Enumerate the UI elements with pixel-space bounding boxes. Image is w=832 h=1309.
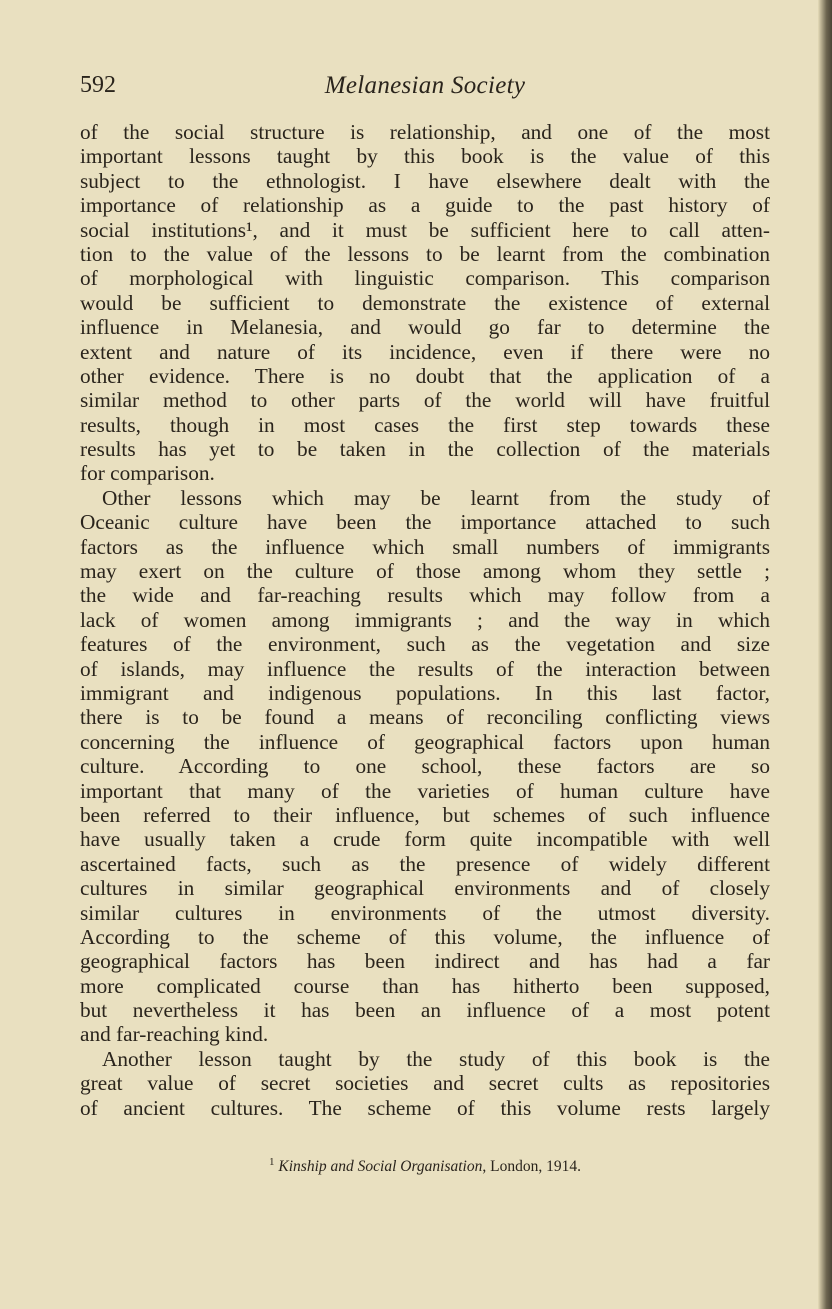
text-line: results has yet to be taken in the collection of the materials: [80, 437, 770, 462]
text-line: for comparison.: [80, 461, 215, 486]
text-line: of ancient cultures. The scheme of this volume rests largely: [80, 1095, 770, 1120]
text-line: importance of relationship as a guide to the past history of: [80, 193, 770, 218]
text-line: immigrant and indigenous populations. In this last factor,: [80, 680, 770, 705]
text-line: Other lessons which may be learnt from the study of: [102, 485, 770, 510]
text-line: been referred to their influence, but schemes of such influence: [80, 802, 770, 827]
text-line: important lessons taught by this book is the value of this: [80, 144, 770, 169]
text-line: features of the environment, such as the vegetation and size: [80, 632, 770, 657]
text-line: ascertained facts, such as the presence of widely different: [80, 851, 770, 876]
text-line: may exert on the culture of those among whom they settle ;: [80, 559, 770, 584]
text-line: of the social structure is relationship, and one of the most: [80, 120, 770, 144]
book-spine-shadow: [818, 0, 832, 1309]
text-line: but nevertheless it has been an influence of a most potent: [80, 998, 770, 1023]
text-line: have usually taken a crude form quite incompatible with well: [80, 827, 770, 852]
text-line: of morphological with linguistic comparison. This comparison: [80, 266, 770, 291]
text-line: great value of secret societies and secret cults as repositories: [80, 1071, 770, 1096]
running-title: Melanesian Society: [324, 72, 526, 99]
text-line: the wide and far-reaching results which may follow from a: [80, 583, 770, 608]
text-line: of islands, may influence the results of the interaction between: [80, 656, 770, 681]
text-line: subject to the ethnologist. I have elsewhere dealt with the: [80, 168, 770, 193]
text-line: extent and nature of its incidence, even if there were no: [80, 339, 770, 364]
text-line: factors as the influence which small numbers of immigrants: [80, 534, 770, 559]
text-line: social institutions¹, and it must be sufficient here to call atten-: [80, 217, 770, 242]
footnote-rest: , London, 1914.: [482, 1158, 581, 1175]
text-line: culture. According to one school, these factors are so: [80, 754, 770, 779]
text-line: cultures in similar geographical environments and of closely: [80, 876, 770, 901]
text-line: tion to the value of the lessons to be learnt from the combination: [80, 241, 770, 266]
text-line: influence in Melanesia, and would go far to determine the: [80, 315, 770, 340]
page-header: [80, 72, 770, 106]
text-line: concerning the influence of geographical factors upon human: [80, 729, 770, 754]
text-line: Oceanic culture have been the importance attached to such: [80, 510, 770, 535]
text-line: important that many of the varieties of human culture have: [80, 778, 770, 803]
footnote: [80, 1156, 770, 1176]
text-line: Another lesson taught by the study of this book is the: [102, 1046, 770, 1071]
text-line: and far-reaching kind.: [80, 1022, 269, 1047]
text-line: more complicated course than has hitherto been supposed,: [80, 973, 770, 998]
text-line: there is to be found a means of reconciling conflicting views: [80, 705, 770, 730]
text-line: similar method to other parts of the world will have fruitful: [80, 388, 770, 413]
text-line: would be sufficient to demonstrate the existence of external: [80, 290, 770, 315]
text-line: geographical factors has been indirect and has had a far: [80, 949, 770, 974]
text-line: other evidence. There is no doubt that the application of a: [80, 363, 770, 388]
text-line: similar cultures in environments of the utmost diversity.: [80, 900, 770, 925]
text-line: According to the scheme of this volume, the influence of: [80, 924, 770, 949]
text-line: results, though in most cases the first step towards these: [80, 412, 770, 437]
body-text: [80, 120, 770, 1120]
footnote-title: Kinship and Social Organisation: [278, 1158, 483, 1175]
text-line: lack of women among immigrants ; and the way in which: [80, 607, 770, 632]
page-number: 592: [80, 72, 116, 98]
footnote-marker: 1: [269, 1156, 275, 1168]
